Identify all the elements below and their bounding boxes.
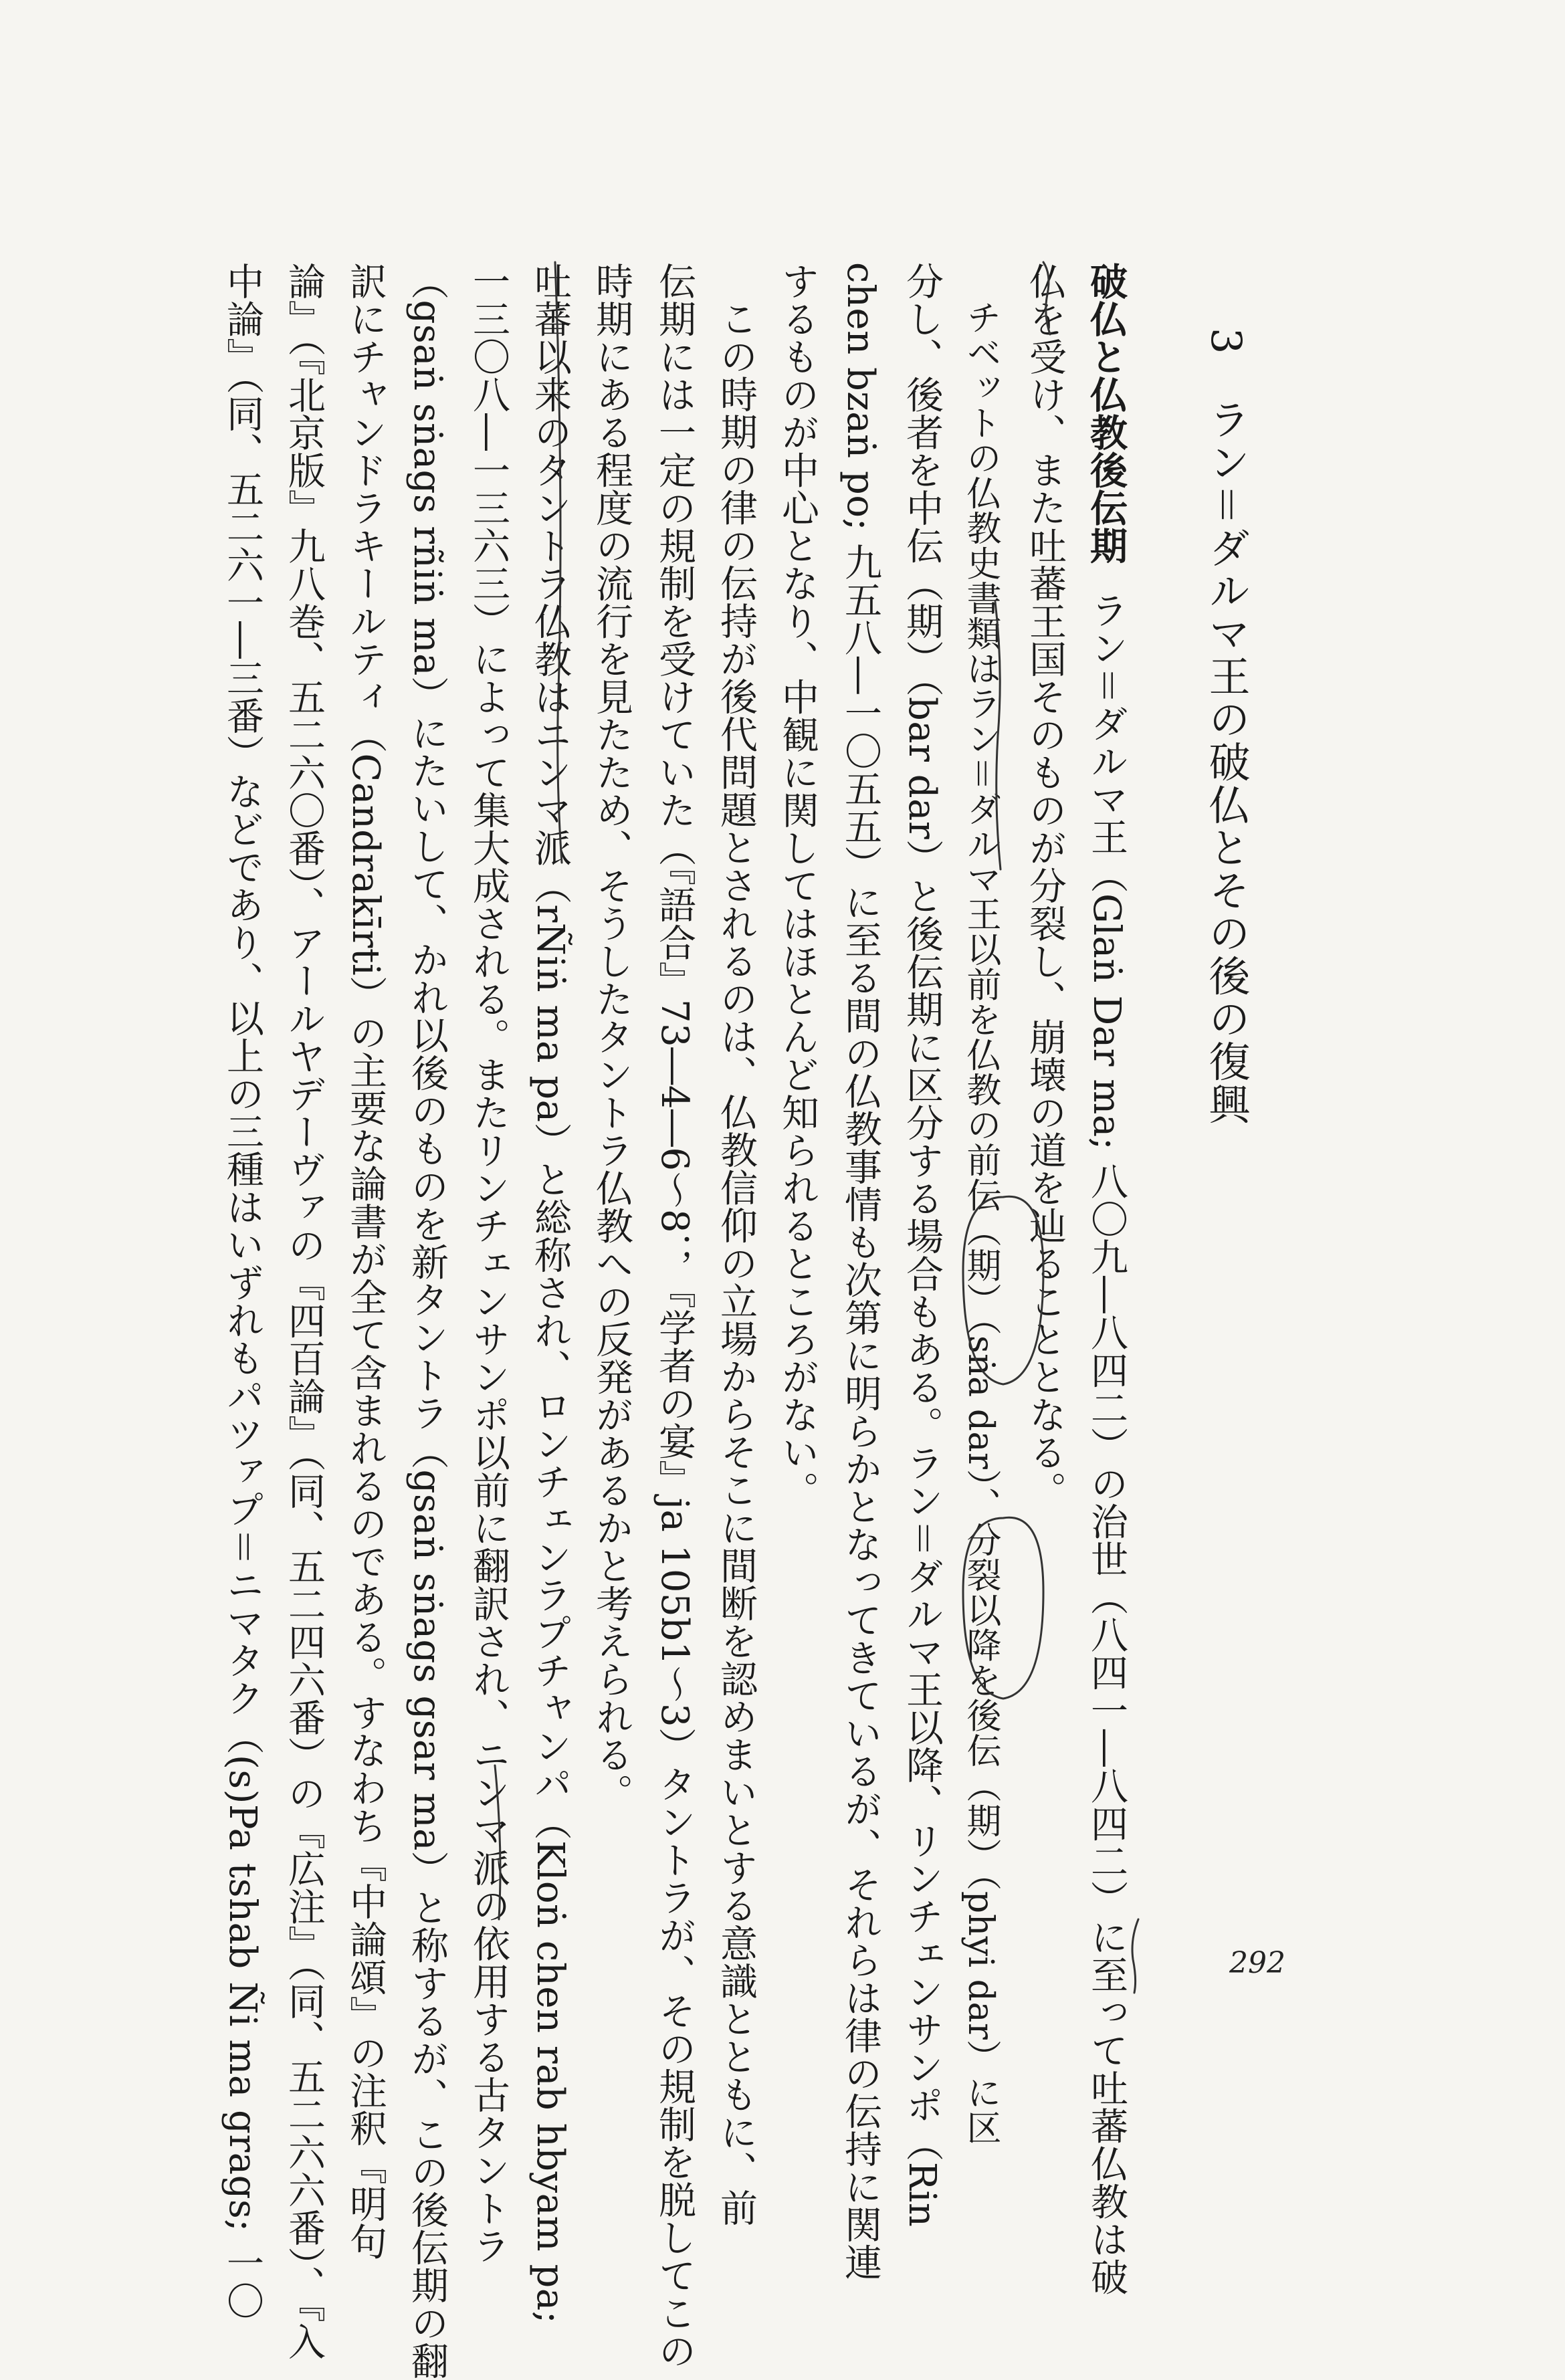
body-line-1-text: ラン＝ダルマ王（Glaṅ Dar ma; 八〇九―八四二）の治世（八四一―八四二）に至って吐蕃仏教は破 <box>1085 591 1128 2296</box>
body-line-8: 伝期には一定の規制を受けていた（『語合』73―4―6〜8；『学者の宴』ja 105b1〜3）タントラが、その規制を脱してこの <box>653 262 696 2370</box>
body-line-2: 仏を受け、また吐蕃王国そのものが分裂し、崩壊の道を辿ることとなる。 <box>1023 262 1067 1509</box>
body-line-9: 時期にある程度の流行を見たため、そうしたタントラ仏教への反発があるかと考えられる。 <box>590 262 633 1812</box>
body-line-7: この時期の律の伝持が後代問題とされるのは、仏教信仰の立場からそこに間断を認めまいとする意識とともに、前 <box>714 300 758 2227</box>
body-line-6: するものが中心となり、中観に関してはほとんど知られるところがない。 <box>776 262 819 1509</box>
page-number: 292 <box>1229 1946 1285 1980</box>
body-line-11: 一三〇八―一三六三）によって集大成される。またリンチェンサンポ以前に翻訳され、ニンマ派の依用する古タントラ <box>467 262 510 2265</box>
body-line-10: 吐蕃以来のタントラ仏教はニンマ派（rÑiṅ ma pa）と総称され、ロンチェンラプチャンパ（Kloṅ chen rab hbyam pa; <box>528 262 572 2324</box>
body-line-15: 中論』（同、五二六一―三番）などであり、以上の三種はいずれもパツァプ＝ニマタク（(s)Pa tshab Ñi ma grags; 一〇 <box>221 262 264 2320</box>
body-line-3: チベットの仏教史書類はラン＝ダルマ王以前を仏教の前伝（期）（sṅa dar）、分裂以降を後伝（期）（phyi dar）に区 <box>960 300 1001 2145</box>
body-line-5: chen bzaṅ po; 九五八―一〇五五）に至る間の仏教事情も次第に明らかとなってきているが、それらは律の伝持に関連 <box>839 262 882 2282</box>
subheading: 破仏と仏教後伝期 <box>1084 262 1128 564</box>
body-line-14: 論』（『北京版』九八巻、五二六〇番）、アールヤデーヴァの『四百論』（同、五二四六番）の『広注』（同、五二六六番）、『入 <box>282 262 326 2361</box>
body-line-13: 訳にチャンドラキールティ（Candrakīrti）の主要な論書が全て含まれるのである。すなわち『中論頌』の注釈『明句 <box>344 262 387 2261</box>
body-line-12: （gsaṅ sṅags rñiṅ ma）にたいして、かれ以後のものを新タントラ（gsaṅ sṅags gsar ma）と称するが、この後伝期の翻 <box>405 262 449 2380</box>
body-line-4: 分し、後者を中伝（期）（bar dar）と後伝期に区分する場合もある。ラン＝ダルマ王以降、リンチェンサンポ（Rin <box>900 262 944 2228</box>
body-line-1 <box>1084 262 1128 2296</box>
margin-bracket <box>1132 1919 1138 1993</box>
section-heading: 3 ラン＝ダルマ王の破仏とその後の復興 <box>1202 328 1251 1126</box>
